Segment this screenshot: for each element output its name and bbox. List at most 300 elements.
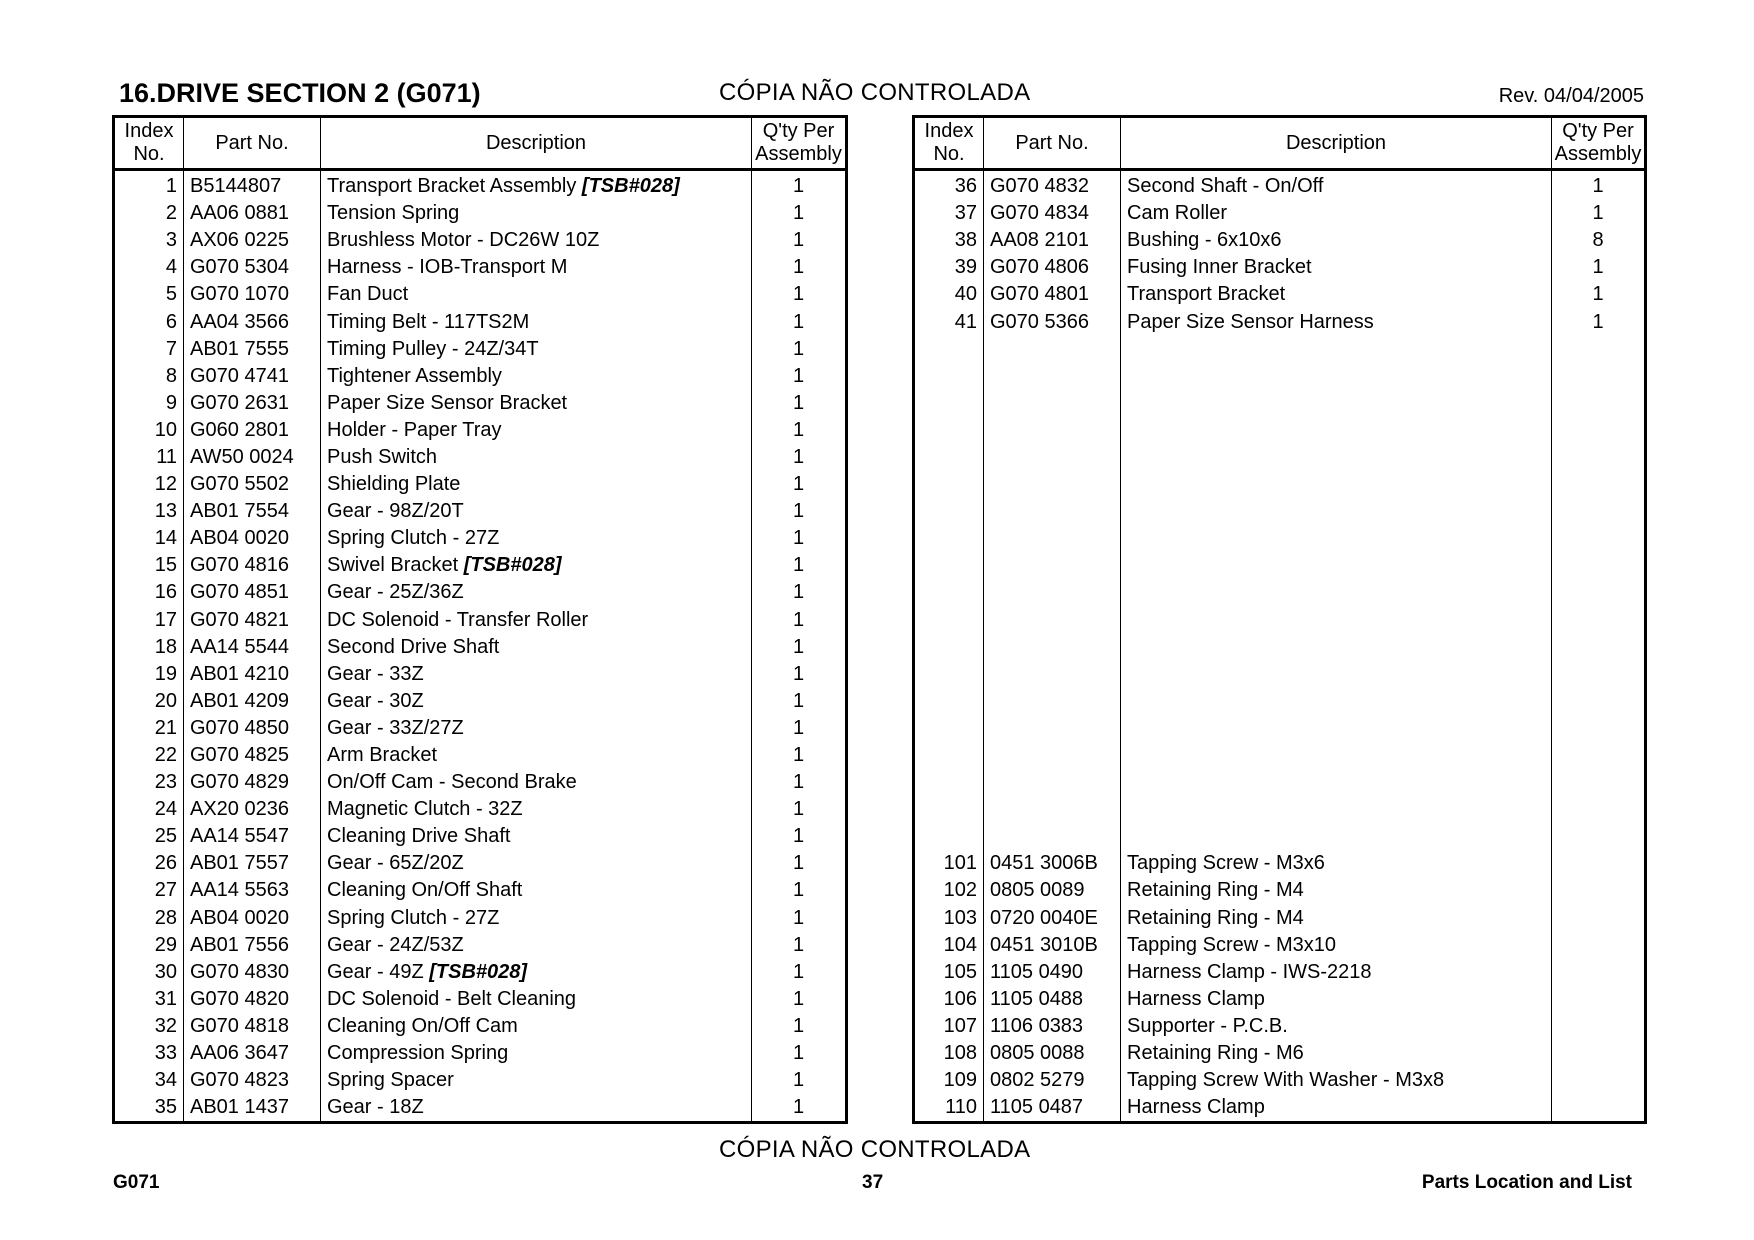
description-cell: Tapping Screw - M3x10: [1121, 932, 1552, 959]
part-number-cell: AB01 4210: [184, 661, 321, 688]
index-cell: 25: [114, 823, 184, 850]
description-cell: [1121, 742, 1552, 769]
index-cell: 2: [114, 200, 184, 227]
description-cell: Spring Clutch - 27Z: [321, 525, 752, 552]
index-cell: 107: [914, 1013, 984, 1040]
description-cell: Gear - 65Z/20Z: [321, 850, 752, 877]
qty-cell: 1: [752, 959, 847, 986]
qty-cell: 1: [752, 661, 847, 688]
index-cell: 104: [914, 932, 984, 959]
part-number-cell: AX20 0236: [184, 796, 321, 823]
part-number-cell: G070 5502: [184, 471, 321, 498]
qty-cell: [1552, 905, 1646, 932]
footer-page-number: 37: [862, 1172, 884, 1193]
index-header: Index No.: [914, 117, 984, 170]
table-row: [114, 444, 847, 471]
qty-cell: [1552, 579, 1646, 606]
description-cell: [1121, 498, 1552, 525]
table-row: [114, 552, 847, 579]
description-cell: Shielding Plate: [321, 471, 752, 498]
table-row: [914, 227, 1646, 254]
qty-cell: 1: [1552, 308, 1646, 335]
description-cell: Fusing Inner Bracket: [1121, 254, 1552, 281]
index-cell: 12: [114, 471, 184, 498]
index-cell: [914, 363, 984, 390]
table-row: [914, 742, 1646, 769]
index-cell: [914, 823, 984, 850]
table-row: [114, 850, 847, 877]
description-cell: Transport Bracket Assembly [TSB#028]: [321, 170, 752, 201]
tsb-reference: [TSB#028]: [463, 554, 562, 577]
table-row: [914, 254, 1646, 281]
table-row: [914, 525, 1646, 552]
index-cell: 7: [114, 336, 184, 363]
table-row: [914, 823, 1646, 850]
table-row: [114, 1013, 847, 1040]
qty-cell: [1552, 498, 1646, 525]
index-cell: [914, 634, 984, 661]
table-row: [114, 634, 847, 661]
table-row: [114, 471, 847, 498]
part-number-cell: G070 4818: [184, 1013, 321, 1040]
index-cell: 4: [114, 254, 184, 281]
description-cell: Paper Size Sensor Harness: [1121, 308, 1552, 335]
table-row: [914, 498, 1646, 525]
description-cell: Cleaning Drive Shaft: [321, 823, 752, 850]
description-cell: [1121, 363, 1552, 390]
part-number-cell: 0451 3010B: [984, 932, 1121, 959]
description-cell: Gear - 33Z/27Z: [321, 715, 752, 742]
table-row: [114, 336, 847, 363]
description-cell: Arm Bracket: [321, 742, 752, 769]
description-cell: [1121, 607, 1552, 634]
table-row: [914, 607, 1646, 634]
qty-cell: [1552, 796, 1646, 823]
description-cell: [1121, 823, 1552, 850]
description-cell: [1121, 552, 1552, 579]
part-number-cell: G070 4850: [184, 715, 321, 742]
part-number-cell: [984, 661, 1121, 688]
table-row: [114, 1040, 847, 1067]
description-cell: Harness Clamp - IWS-2218: [1121, 959, 1552, 986]
qty-cell: 1: [752, 471, 847, 498]
description-cell: Retaining Ring - M6: [1121, 1040, 1552, 1067]
table-row: [914, 336, 1646, 363]
part-number-cell: [984, 607, 1121, 634]
part-number-cell: 1106 0383: [984, 1013, 1121, 1040]
qty-cell: [1552, 715, 1646, 742]
description-cell: Cam Roller: [1121, 200, 1552, 227]
qty-cell: 1: [752, 715, 847, 742]
table-row: [114, 1094, 847, 1123]
table-row: [914, 1067, 1646, 1094]
part-number-cell: AB01 4209: [184, 688, 321, 715]
part-number-cell: G070 1070: [184, 281, 321, 308]
table-row: [914, 661, 1646, 688]
part-number-cell: [984, 823, 1121, 850]
part-number-cell: [984, 444, 1121, 471]
part-number-cell: [984, 715, 1121, 742]
description-cell: Gear - 49Z [TSB#028]: [321, 959, 752, 986]
qty-cell: [1552, 932, 1646, 959]
index-cell: 37: [914, 200, 984, 227]
part-number-cell: G070 4834: [984, 200, 1121, 227]
part-number-cell: G070 4830: [184, 959, 321, 986]
index-cell: 5: [114, 281, 184, 308]
part-number-cell: G070 5366: [984, 308, 1121, 335]
table-row: [114, 498, 847, 525]
part-number-cell: G070 4832: [984, 170, 1121, 201]
watermark-top: CÓPIA NÃO CONTROLADA: [719, 79, 1031, 106]
qty-cell: 1: [1552, 281, 1646, 308]
qty-cell: 1: [752, 1013, 847, 1040]
table-row: [114, 254, 847, 281]
index-cell: 20: [114, 688, 184, 715]
table-row: [914, 688, 1646, 715]
description-cell: [1121, 390, 1552, 417]
part-number-cell: G070 4806: [984, 254, 1121, 281]
index-cell: 23: [114, 769, 184, 796]
description-cell: Timing Belt - 117TS2M: [321, 308, 752, 335]
part-number-cell: AB01 7554: [184, 498, 321, 525]
table-row: [114, 200, 847, 227]
table-row: [114, 661, 847, 688]
part-number-cell: [984, 634, 1121, 661]
table-row: [114, 823, 847, 850]
qty-cell: [1552, 959, 1646, 986]
part-number-cell: AB01 7556: [184, 932, 321, 959]
part-number-cell: AB04 0020: [184, 525, 321, 552]
part-number-cell: 0451 3006B: [984, 850, 1121, 877]
qty-cell: 1: [752, 552, 847, 579]
qty-cell: [1552, 850, 1646, 877]
index-cell: 108: [914, 1040, 984, 1067]
table-row: [914, 769, 1646, 796]
description-cell: Gear - 30Z: [321, 688, 752, 715]
description-cell: [1121, 796, 1552, 823]
qty-cell: 1: [752, 390, 847, 417]
table-row: [914, 552, 1646, 579]
index-cell: [914, 769, 984, 796]
qty-cell: [1552, 661, 1646, 688]
part-number-cell: AA06 3647: [184, 1040, 321, 1067]
table-row: [914, 579, 1646, 606]
description-cell: Second Shaft - On/Off: [1121, 170, 1552, 201]
table-row: [914, 444, 1646, 471]
part-number-cell: [984, 742, 1121, 769]
description-cell: Holder - Paper Tray: [321, 417, 752, 444]
part-number-cell: 1105 0490: [984, 959, 1121, 986]
qty-cell: 1: [752, 877, 847, 904]
index-cell: 24: [114, 796, 184, 823]
description-cell: Supporter - P.C.B.: [1121, 1013, 1552, 1040]
description-cell: [1121, 688, 1552, 715]
index-cell: [914, 336, 984, 363]
qty-cell: 1: [752, 363, 847, 390]
qty-cell: [1552, 823, 1646, 850]
description-header: Description: [321, 117, 752, 170]
description-cell: Timing Pulley - 24Z/34T: [321, 336, 752, 363]
index-cell: [914, 498, 984, 525]
index-cell: 18: [114, 634, 184, 661]
table-row: [114, 742, 847, 769]
description-cell: On/Off Cam - Second Brake: [321, 769, 752, 796]
qty-cell: 1: [752, 281, 847, 308]
part-number-cell: 0805 0088: [984, 1040, 1121, 1067]
description-cell: [1121, 634, 1552, 661]
description-cell: Spring Clutch - 27Z: [321, 905, 752, 932]
description-cell: Cleaning On/Off Cam: [321, 1013, 752, 1040]
part-number-cell: G070 4820: [184, 986, 321, 1013]
qty-cell: 1: [752, 1040, 847, 1067]
qty-cell: 1: [752, 823, 847, 850]
qty-cell: 1: [752, 308, 847, 335]
description-cell: Gear - 98Z/20T: [321, 498, 752, 525]
index-cell: 1: [114, 170, 184, 201]
description-cell: Retaining Ring - M4: [1121, 905, 1552, 932]
part-number-cell: G070 4741: [184, 363, 321, 390]
part-number-cell: [984, 498, 1121, 525]
description-cell: Harness - IOB-Transport M: [321, 254, 752, 281]
part-number-cell: G070 4816: [184, 552, 321, 579]
description-cell: [1121, 471, 1552, 498]
index-cell: [914, 715, 984, 742]
page-title: 16.DRIVE SECTION 2 (G071): [119, 78, 481, 108]
index-cell: [914, 688, 984, 715]
table-row: [114, 715, 847, 742]
description-cell: Brushless Motor - DC26W 10Z: [321, 227, 752, 254]
index-cell: 102: [914, 877, 984, 904]
index-cell: [914, 661, 984, 688]
description-cell: Gear - 24Z/53Z: [321, 932, 752, 959]
qty-cell: 1: [752, 444, 847, 471]
description-cell: Gear - 18Z: [321, 1094, 752, 1123]
parts-table-left: [112, 115, 848, 1124]
table-row: [114, 688, 847, 715]
part-number-cell: [984, 417, 1121, 444]
qty-cell: 1: [752, 336, 847, 363]
part-number-cell: G070 4851: [184, 579, 321, 606]
part-no-header: Part No.: [184, 117, 321, 170]
part-number-cell: G070 4829: [184, 769, 321, 796]
qty-cell: 1: [752, 1067, 847, 1094]
index-cell: 101: [914, 850, 984, 877]
part-number-cell: AB04 0020: [184, 905, 321, 932]
header-row: [914, 117, 1646, 170]
description-cell: Retaining Ring - M4: [1121, 877, 1552, 904]
table-row: [914, 1094, 1646, 1123]
index-cell: 28: [114, 905, 184, 932]
description-cell: [1121, 715, 1552, 742]
tsb-reference: [TSB#028]: [429, 960, 528, 983]
qty-cell: [1552, 877, 1646, 904]
part-number-cell: G070 4801: [984, 281, 1121, 308]
part-number-cell: AB01 7557: [184, 850, 321, 877]
qty-cell: 1: [752, 905, 847, 932]
index-cell: [914, 471, 984, 498]
index-cell: 6: [114, 308, 184, 335]
index-cell: [914, 796, 984, 823]
qty-cell: [1552, 986, 1646, 1013]
qty-cell: [1552, 634, 1646, 661]
index-cell: 105: [914, 959, 984, 986]
index-cell: 10: [114, 417, 184, 444]
table-row: [914, 417, 1646, 444]
index-cell: [914, 390, 984, 417]
table-row: [114, 877, 847, 904]
qty-cell: 1: [1552, 170, 1646, 201]
part-number-cell: [984, 769, 1121, 796]
qty-cell: 1: [1552, 200, 1646, 227]
table-row: [914, 170, 1646, 201]
index-cell: 29: [114, 932, 184, 959]
description-cell: Tapping Screw With Washer - M3x8: [1121, 1067, 1552, 1094]
table-row: [914, 471, 1646, 498]
qty-cell: [1552, 471, 1646, 498]
table-row: [914, 1040, 1646, 1067]
table-row: [114, 390, 847, 417]
index-cell: [914, 742, 984, 769]
index-cell: [914, 579, 984, 606]
part-number-cell: AX06 0225: [184, 227, 321, 254]
index-cell: 32: [114, 1013, 184, 1040]
index-cell: 9: [114, 390, 184, 417]
index-cell: 16: [114, 579, 184, 606]
index-cell: 33: [114, 1040, 184, 1067]
description-cell: [1121, 444, 1552, 471]
index-cell: 3: [114, 227, 184, 254]
table-row: [914, 308, 1646, 335]
index-cell: 13: [114, 498, 184, 525]
index-cell: 19: [114, 661, 184, 688]
part-number-cell: G070 4823: [184, 1067, 321, 1094]
description-cell: Gear - 33Z: [321, 661, 752, 688]
qty-cell: 1: [752, 1094, 847, 1123]
description-cell: [1121, 661, 1552, 688]
description-cell: Paper Size Sensor Bracket: [321, 390, 752, 417]
index-cell: 103: [914, 905, 984, 932]
qty-cell: 1: [752, 850, 847, 877]
part-number-cell: G070 2631: [184, 390, 321, 417]
description-cell: [1121, 336, 1552, 363]
qty-cell: 1: [752, 986, 847, 1013]
table-row: [114, 363, 847, 390]
qty-cell: [1552, 742, 1646, 769]
part-number-cell: [984, 336, 1121, 363]
index-cell: 14: [114, 525, 184, 552]
description-cell: DC Solenoid - Transfer Roller: [321, 607, 752, 634]
part-number-cell: 1105 0487: [984, 1094, 1121, 1123]
index-cell: 109: [914, 1067, 984, 1094]
part-number-cell: [984, 471, 1121, 498]
table-row: [114, 308, 847, 335]
table-row: [114, 769, 847, 796]
table-row: [114, 227, 847, 254]
index-cell: 40: [914, 281, 984, 308]
tsb-reference: [TSB#028]: [581, 175, 680, 198]
qty-cell: [1552, 1040, 1646, 1067]
index-cell: 22: [114, 742, 184, 769]
footer-section: Parts Location and List: [1421, 1172, 1632, 1193]
part-number-cell: [984, 390, 1121, 417]
table-row: [914, 200, 1646, 227]
qty-cell: [1552, 417, 1646, 444]
qty-cell: [1552, 688, 1646, 715]
description-cell: Magnetic Clutch - 32Z: [321, 796, 752, 823]
watermark-bottom: CÓPIA NÃO CONTROLADA: [719, 1136, 1031, 1163]
part-number-cell: [984, 525, 1121, 552]
description-cell: Bushing - 6x10x6: [1121, 227, 1552, 254]
qty-cell: 1: [752, 688, 847, 715]
table-row: [114, 607, 847, 634]
index-cell: 41: [914, 308, 984, 335]
part-number-cell: AB01 7555: [184, 336, 321, 363]
part-number-cell: G070 4825: [184, 742, 321, 769]
part-number-cell: [984, 552, 1121, 579]
part-number-cell: 0805 0089: [984, 877, 1121, 904]
qty-cell: 1: [752, 417, 847, 444]
qty-cell: [1552, 363, 1646, 390]
table-row: [914, 634, 1646, 661]
part-number-cell: G070 5304: [184, 254, 321, 281]
qty-cell: 1: [752, 634, 847, 661]
description-cell: Push Switch: [321, 444, 752, 471]
description-cell: [1121, 579, 1552, 606]
qty-cell: [1552, 1094, 1646, 1123]
table-row: [914, 715, 1646, 742]
index-cell: 35: [114, 1094, 184, 1123]
part-number-cell: AW50 0024: [184, 444, 321, 471]
qty-cell: [1552, 607, 1646, 634]
qty-cell: [1552, 769, 1646, 796]
part-number-cell: G070 4821: [184, 607, 321, 634]
qty-header: Q'ty Per Assembly: [752, 117, 847, 170]
table-row: [114, 1067, 847, 1094]
part-number-cell: B5144807: [184, 170, 321, 201]
qty-cell: [1552, 552, 1646, 579]
index-cell: 36: [914, 170, 984, 201]
table-row: [114, 170, 847, 201]
table-row: [914, 877, 1646, 904]
description-cell: Harness Clamp: [1121, 1094, 1552, 1123]
table-row: [114, 986, 847, 1013]
part-number-cell: [984, 796, 1121, 823]
part-number-cell: AA04 3566: [184, 308, 321, 335]
part-number-cell: [984, 688, 1121, 715]
part-number-cell: 1105 0488: [984, 986, 1121, 1013]
index-cell: [914, 417, 984, 444]
description-cell: Cleaning On/Off Shaft: [321, 877, 752, 904]
revision-date: Rev. 04/04/2005: [1498, 85, 1644, 107]
table-row: [914, 390, 1646, 417]
index-cell: 34: [114, 1067, 184, 1094]
footer-model: G071: [113, 1172, 160, 1193]
qty-cell: 1: [752, 227, 847, 254]
table-row: [114, 281, 847, 308]
description-cell: Second Drive Shaft: [321, 634, 752, 661]
part-number-cell: AA14 5563: [184, 877, 321, 904]
qty-cell: 1: [752, 796, 847, 823]
index-cell: 106: [914, 986, 984, 1013]
qty-cell: 1: [752, 607, 847, 634]
index-cell: 27: [114, 877, 184, 904]
qty-cell: 1: [752, 254, 847, 281]
qty-cell: 1: [752, 742, 847, 769]
description-cell: Tightener Assembly: [321, 363, 752, 390]
index-cell: 110: [914, 1094, 984, 1123]
index-cell: 39: [914, 254, 984, 281]
table-row: [114, 932, 847, 959]
